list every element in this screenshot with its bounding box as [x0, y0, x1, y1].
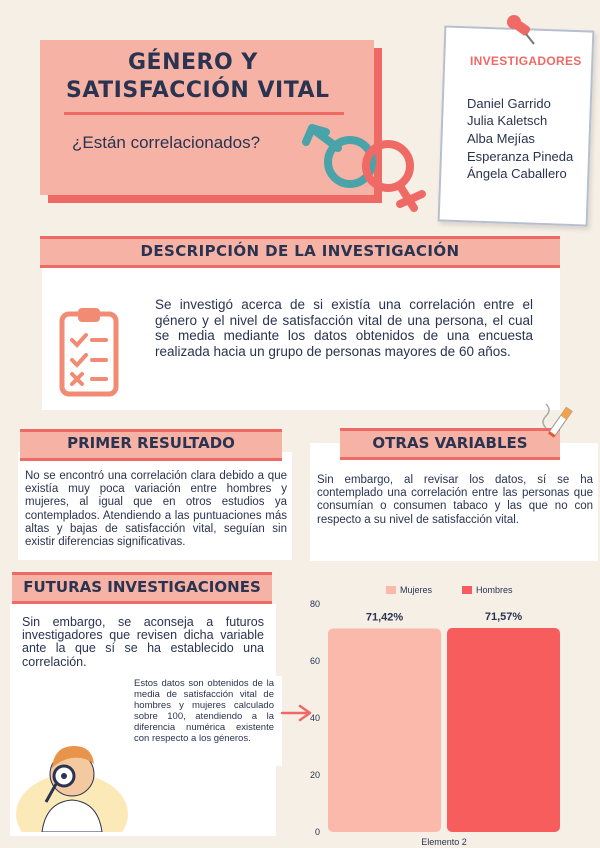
- description-heading: DESCRIPCIÓN DE LA INVESTIGACIÓN: [140, 242, 460, 260]
- description-text: Se investigó acerca de si existía una correlación entre el género y el nivel de satisfacción vital de una persona, el cual se media mediante los datos obtenidos de una encuesta realizada hacia un grupo de personas mayores de 60 años.: [155, 297, 533, 359]
- page-subtitle: ¿Están correlacionados?: [72, 133, 261, 152]
- gender-symbols-icon: [300, 118, 430, 228]
- researcher-name: Alba Mejías: [467, 131, 535, 146]
- researcher-name: Ángela Caballero: [467, 166, 567, 181]
- page-title-line-2: SATISFACCIÓN VITAL: [66, 78, 330, 103]
- first-result-heading: PRIMER RESULTADO: [67, 434, 235, 452]
- data-note-text: Estos datos son obtenidos de la media de satisfacción vital de hombres y mujeres calculado sobre 100, atendiendo a la diferencia numérica existente con respecto a los géneros.: [134, 678, 274, 744]
- researchers-title: INVESTIGADORES: [470, 54, 582, 68]
- future-research-heading: FUTURAS INVESTIGACIONES: [23, 578, 261, 596]
- researcher-name: Daniel Garrido: [467, 96, 551, 111]
- bar-chart: [296, 578, 596, 848]
- legend-label: Hombres: [476, 585, 513, 595]
- researcher-name: Julia Kaletsch: [467, 113, 548, 128]
- y-tick-label: 0: [314, 827, 320, 837]
- cigarette-icon: [536, 392, 586, 448]
- pushpin-icon: [500, 10, 540, 48]
- bar-hombres: [447, 628, 560, 832]
- researcher-name: Esperanza Pineda: [467, 149, 574, 164]
- future-research-text: Sin embargo, se aconseja a futuros investigadores que revisen dicha variable ante la que sí se ha establecido una correlación.: [22, 615, 264, 669]
- other-variables-heading: OTRAS VARIABLES: [372, 434, 528, 452]
- title-underline: [64, 112, 344, 115]
- y-tick-label: 60: [309, 656, 320, 666]
- first-result-text: No se encontró una correlación clara debido a que existía muy poca variación entre hombres y mujeres, al igual que en otros estudios ya contemplados. Atendiendo a las puntuaciones más altas y bajas de satisfacción vital, seguían sin existir diferencias significativas.: [25, 470, 287, 549]
- y-tick-label: 80: [309, 599, 320, 609]
- magnifier-person-illustration: [14, 718, 130, 832]
- legend-swatch: [386, 586, 396, 594]
- bar-mujeres: [328, 628, 441, 832]
- legend-swatch: [462, 586, 472, 594]
- y-tick-label: 20: [309, 770, 320, 780]
- page-title-line-1: GÉNERO Y: [128, 50, 258, 75]
- bar-value-label: 71,57%: [484, 611, 523, 624]
- other-variables-text: Sin embargo, al revisar los datos, sí se ha contemplado una correlación entre las personas que consumían o consumen tabaco y las que no con respecto a su nivel de satisfacción vital.: [317, 474, 593, 526]
- x-category-label: Elemento 2: [421, 837, 467, 847]
- y-tick-label: 40: [309, 713, 320, 723]
- bar-value-label: 71,42%: [365, 611, 404, 624]
- legend-label: Mujeres: [400, 585, 433, 595]
- clipboard-checklist-icon: [58, 306, 120, 398]
